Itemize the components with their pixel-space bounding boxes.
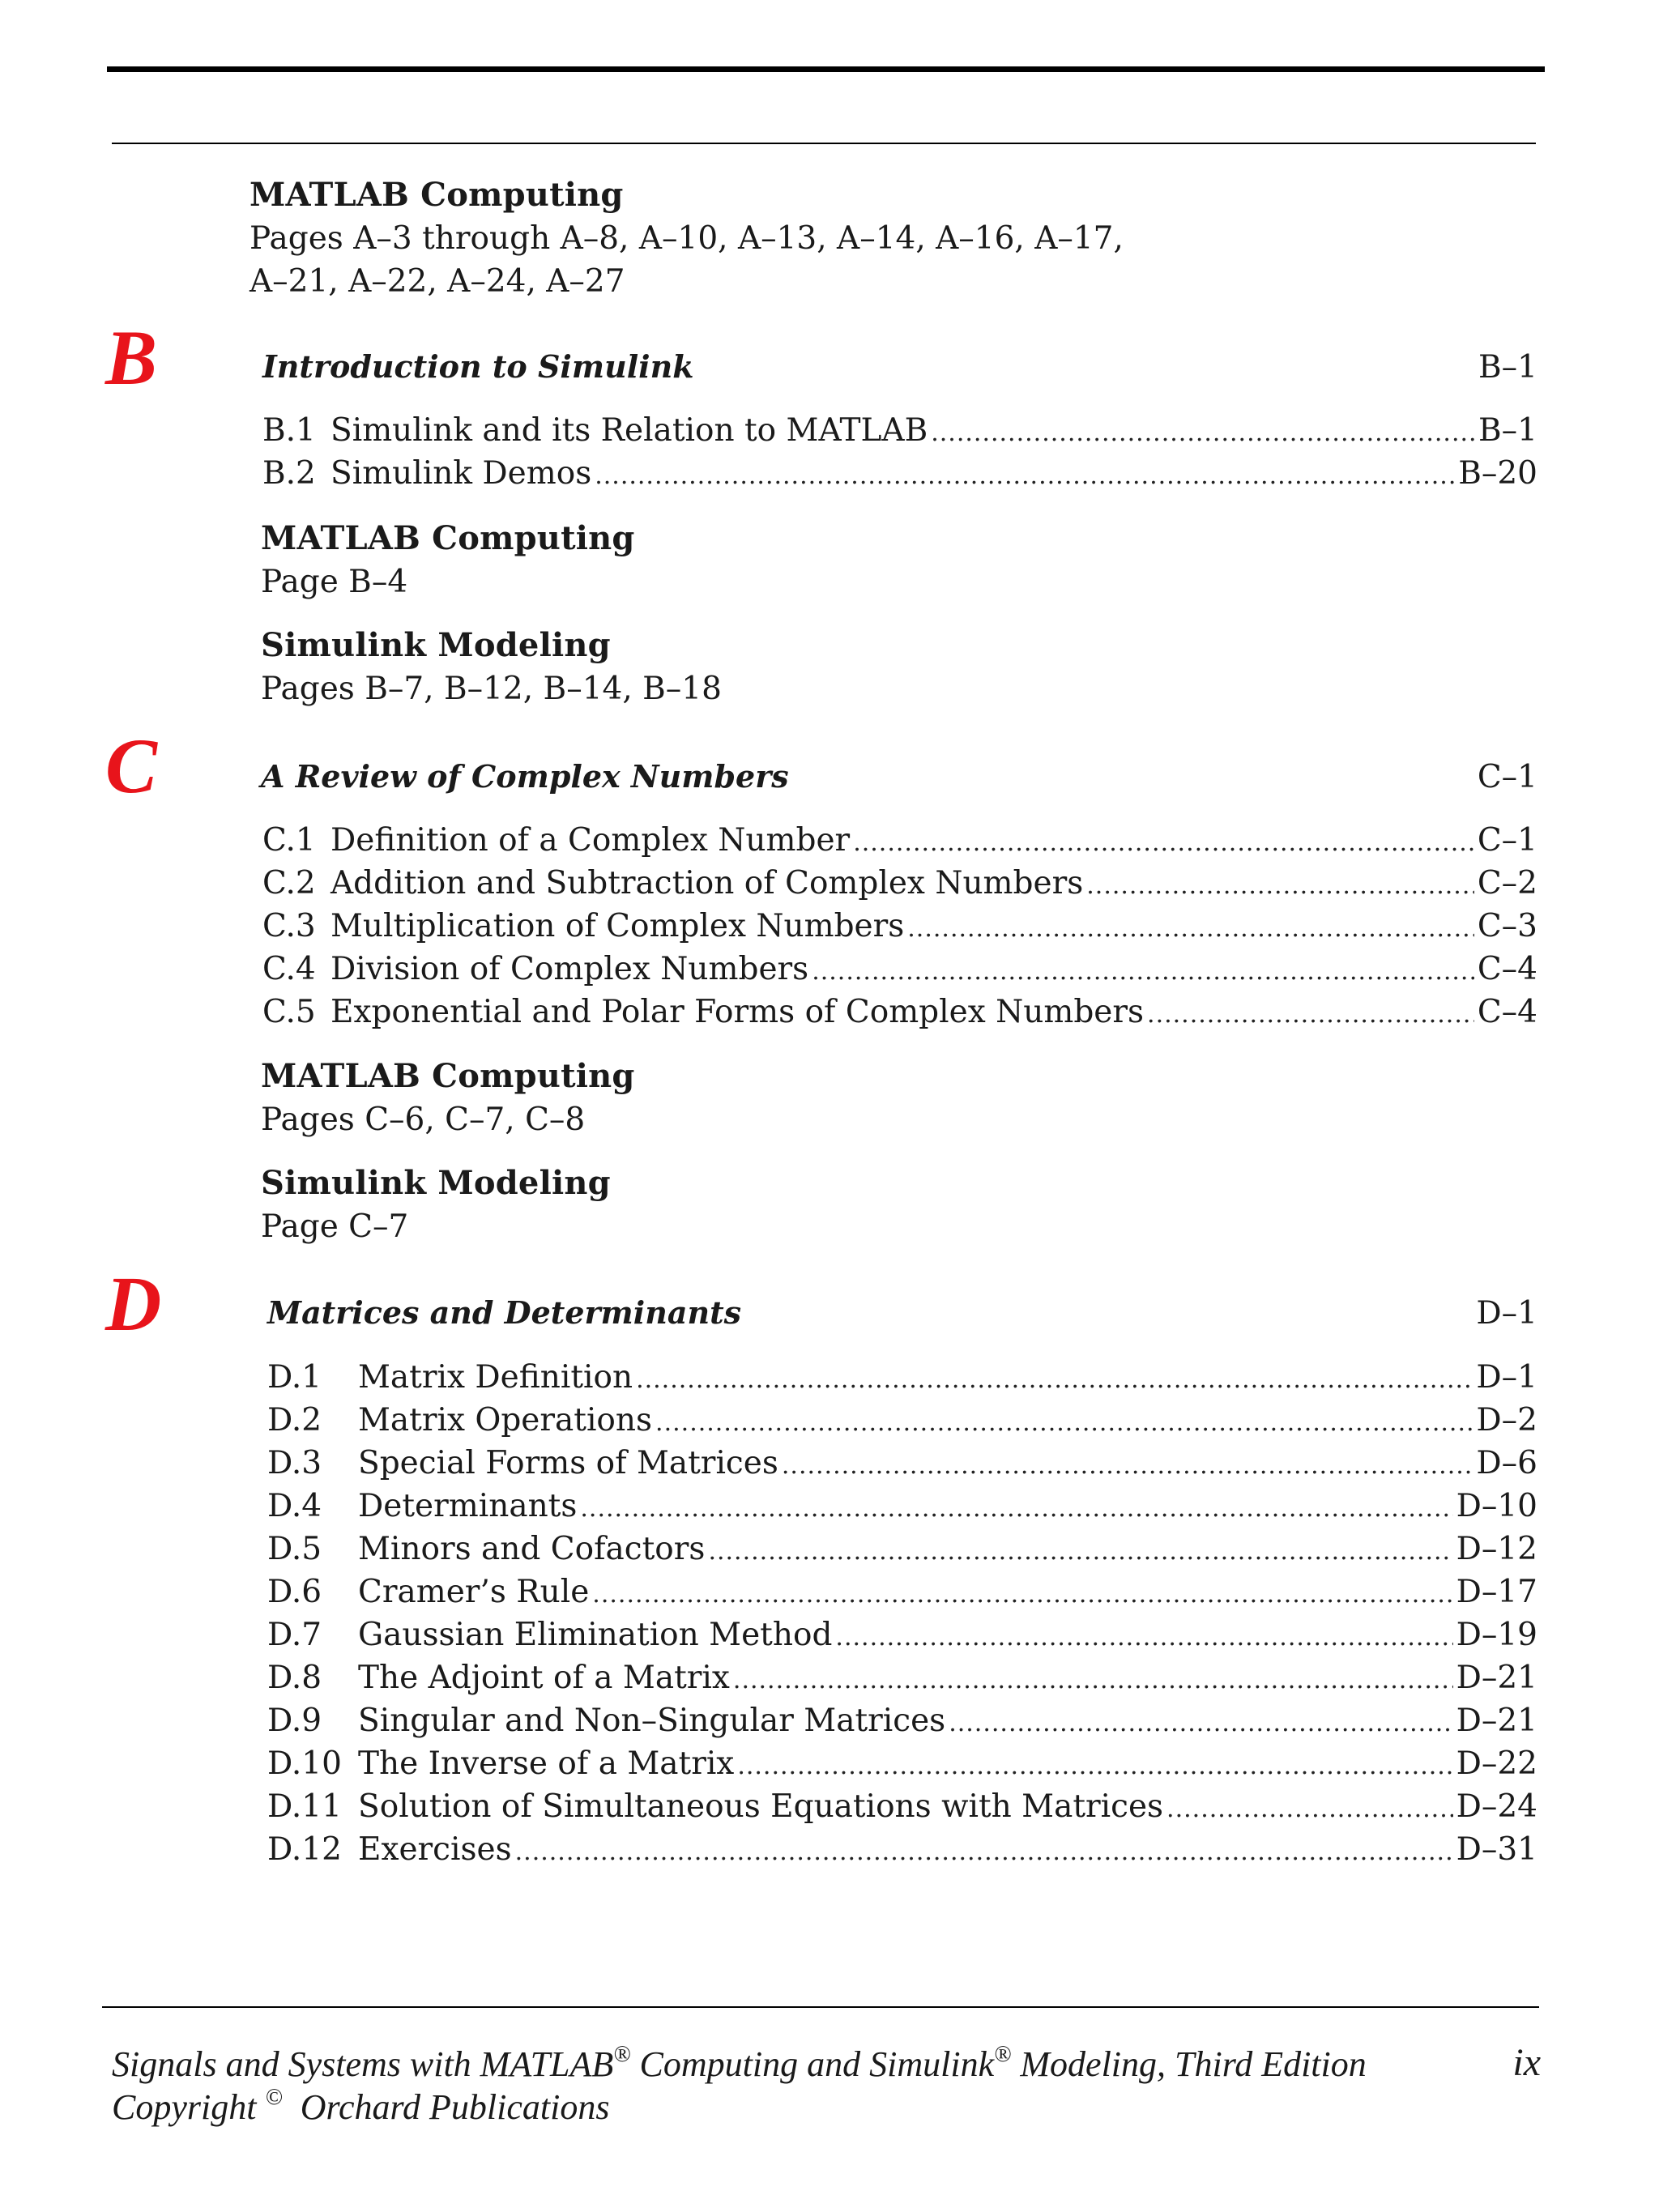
entry-page: D–2 (1476, 1402, 1537, 1438)
matlab-computing-heading: MATLAB Computing (261, 1057, 635, 1095)
entry-page: B–1 (1478, 412, 1537, 449)
footer-book-title (112, 2043, 1367, 2086)
chapter-letter-b: B (105, 314, 158, 401)
entry-number: D.6 (267, 1574, 322, 1610)
chapter-page: C–1 (1477, 759, 1537, 795)
leader-dots (853, 821, 1474, 864)
leader-dots (737, 1745, 1452, 1788)
entry-title: Exponential and Polar Forms of Complex Numbers (331, 994, 1145, 1030)
entry-title: Definition of a Complex Number (331, 822, 851, 859)
simulink-modeling-heading: Simulink Modeling (261, 1164, 611, 1202)
entry-title: Determinants (358, 1488, 578, 1524)
simulink-pages: Page C–7 (261, 1208, 409, 1245)
chapter-b-header[interactable] (262, 345, 1537, 389)
entry-number: C.3 (262, 908, 316, 944)
entry-page: B–20 (1458, 455, 1537, 492)
toc-list-d (267, 1356, 1537, 1871)
toc-entry[interactable] (267, 1356, 1537, 1399)
footer-title-part: Modeling, Third Edition (1011, 2044, 1367, 2084)
entry-page: D–10 (1456, 1488, 1537, 1524)
chapter-d-header[interactable] (267, 1291, 1537, 1335)
entry-page: C–4 (1477, 951, 1537, 987)
toc-entry[interactable] (267, 1742, 1537, 1785)
entry-page: D–24 (1456, 1788, 1537, 1825)
leader-dots (931, 411, 1475, 454)
entry-page: D–19 (1456, 1617, 1537, 1653)
section-a-matlab (249, 173, 1124, 303)
toc-entry[interactable] (262, 991, 1537, 1034)
entry-page: D–12 (1456, 1531, 1537, 1567)
toc-entry[interactable] (262, 948, 1537, 991)
entry-number: D.2 (267, 1402, 322, 1438)
chapter-page: B–1 (1478, 349, 1537, 386)
entry-number: D.9 (267, 1703, 322, 1739)
toc-entry[interactable] (262, 409, 1537, 452)
entry-title: Minors and Cofactors (358, 1531, 706, 1567)
entry-number: B.1 (262, 412, 316, 449)
toc-entry[interactable] (267, 1656, 1537, 1699)
chapter-b-matlab (261, 517, 635, 603)
chapter-c-simulink (261, 1161, 611, 1248)
leader-dots (733, 1659, 1453, 1702)
toc-entry[interactable] (267, 1442, 1537, 1485)
simulink-modeling-heading: Simulink Modeling (261, 626, 611, 664)
registered-mark: ® (613, 2042, 631, 2067)
toc-entry[interactable] (262, 819, 1537, 862)
entry-title: Special Forms of Matrices (358, 1445, 778, 1481)
leader-dots (595, 454, 1455, 497)
footer-title-part: Computing and Simulink (630, 2044, 995, 2084)
chapter-page: D–1 (1476, 1295, 1537, 1332)
leader-dots (782, 1444, 1473, 1487)
entry-page: C–4 (1477, 994, 1537, 1030)
entry-page: D–6 (1476, 1445, 1537, 1481)
entry-page: D–21 (1456, 1703, 1537, 1739)
matlab-pages: Pages C–6, C–7, C–8 (261, 1102, 586, 1138)
entry-title: Addition and Subtraction of Complex Numbers (331, 865, 1084, 901)
chapter-b-simulink (261, 624, 722, 710)
entry-title: The Adjoint of a Matrix (358, 1660, 730, 1696)
chapter-title: A Review of Complex Numbers (261, 758, 789, 795)
toc-entry[interactable] (267, 1399, 1537, 1442)
footer-rule (102, 2006, 1539, 2008)
entry-page: D–31 (1456, 1831, 1537, 1868)
entry-number: D.11 (267, 1788, 342, 1825)
entry-number: C.1 (262, 822, 316, 859)
entry-number: C.4 (262, 951, 316, 987)
entry-page: C–1 (1477, 822, 1537, 859)
publisher-name: Orchard Publications (300, 2087, 610, 2127)
entry-title: Solution of Simultaneous Equations with Matrices (358, 1788, 1164, 1825)
leader-dots (655, 1401, 1473, 1444)
entry-number: D.1 (267, 1359, 322, 1396)
leader-dots (1086, 864, 1474, 907)
entry-number: C.2 (262, 865, 316, 901)
toc-entry[interactable] (267, 1613, 1537, 1656)
entry-page: C–3 (1477, 908, 1537, 944)
chapter-letter-c: C (105, 722, 158, 809)
entry-title: Simulink and its Relation to MATLAB (331, 412, 928, 449)
footer-title-part: Signals and Systems with MATLAB (112, 2044, 614, 2084)
page-number: ix (1512, 2041, 1541, 2084)
entry-number: D.3 (267, 1445, 322, 1481)
leader-dots (1147, 993, 1474, 1036)
top-thin-rule (112, 143, 1536, 144)
entry-title: The Inverse of a Matrix (358, 1745, 735, 1782)
chapter-letter-d: D (105, 1260, 162, 1347)
entry-page: D–21 (1456, 1660, 1537, 1696)
leader-dots (515, 1831, 1453, 1873)
matlab-computing-heading: MATLAB Computing (249, 176, 624, 214)
matlab-pages-line: Pages A–3 through A–8, A–10, A–13, A–14, A–16, A–17, (249, 220, 1124, 257)
leader-dots (636, 1358, 1473, 1401)
entry-title: Multiplication of Complex Numbers (331, 908, 905, 944)
toc-list-c (262, 819, 1537, 1034)
entry-title: Exercises (358, 1831, 512, 1868)
matlab-computing-heading: MATLAB Computing (261, 519, 635, 557)
matlab-pages: Page B–4 (261, 564, 408, 600)
leader-dots (1166, 1788, 1453, 1831)
chapter-c-matlab (261, 1055, 635, 1141)
leader-dots (812, 950, 1474, 993)
top-thick-rule (107, 66, 1545, 72)
copyright-word: Copyright (112, 2087, 257, 2127)
chapter-title: Matrices and Determinants (267, 1294, 742, 1331)
entry-number: D.10 (267, 1745, 342, 1782)
entry-page: D–1 (1476, 1359, 1537, 1396)
entry-title: Matrix Operations (358, 1402, 653, 1438)
leader-dots (580, 1487, 1452, 1530)
entry-number: D.7 (267, 1617, 322, 1653)
entry-title: Simulink Demos (331, 455, 592, 492)
leader-dots (949, 1702, 1452, 1745)
entry-title: Gaussian Elimination Method (358, 1617, 833, 1653)
leader-dots (708, 1530, 1452, 1573)
leader-dots (907, 907, 1474, 950)
toc-entry[interactable] (267, 1828, 1537, 1871)
toc-entry[interactable] (267, 1699, 1537, 1742)
toc-entry[interactable] (262, 905, 1537, 948)
entry-title: Matrix Definition (358, 1359, 633, 1396)
toc-entry[interactable] (262, 862, 1537, 905)
toc-list-b (262, 409, 1537, 495)
toc-entry[interactable] (267, 1485, 1537, 1528)
entry-number: D.5 (267, 1531, 322, 1567)
toc-entry[interactable] (267, 1571, 1537, 1613)
simulink-pages: Pages B–7, B–12, B–14, B–18 (261, 671, 722, 707)
entry-title: Division of Complex Numbers (331, 951, 809, 987)
leader-dots (592, 1573, 1452, 1616)
entry-page: D–17 (1456, 1574, 1537, 1610)
entry-number: D.4 (267, 1488, 322, 1524)
footer-copyright (112, 2086, 609, 2129)
copyright-symbol: © (265, 2085, 283, 2110)
entry-title: Singular and Non–Singular Matrices (358, 1703, 946, 1739)
entry-page: C–2 (1477, 865, 1537, 901)
toc-entry[interactable] (267, 1528, 1537, 1571)
entry-number: C.5 (262, 994, 316, 1030)
entry-number: D.12 (267, 1831, 342, 1868)
entry-number: D.8 (267, 1660, 322, 1696)
entry-page: D–22 (1456, 1745, 1537, 1782)
entry-title: Cramer’s Rule (358, 1574, 590, 1610)
matlab-pages-line: A–21, A–22, A–24, A–27 (249, 263, 625, 300)
chapter-c-header[interactable] (261, 755, 1537, 799)
toc-entry[interactable] (262, 452, 1537, 495)
chapter-title: Introduction to Simulink (262, 348, 694, 385)
leader-dots (835, 1616, 1452, 1659)
toc-entry[interactable] (267, 1785, 1537, 1828)
registered-mark: ® (994, 2042, 1012, 2067)
entry-number: B.2 (262, 455, 316, 492)
